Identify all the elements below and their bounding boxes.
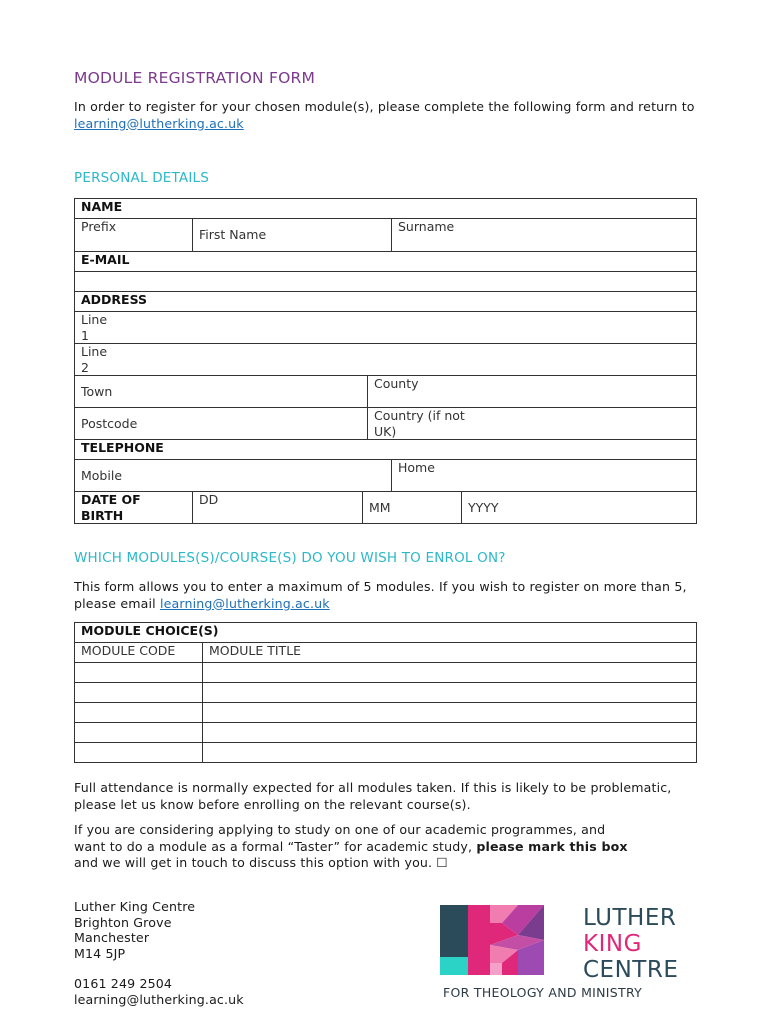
logo-line1: LUTHER: [583, 905, 677, 931]
module-title-input[interactable]: [203, 723, 697, 743]
country-field[interactable]: [368, 408, 697, 440]
email-field[interactable]: [75, 272, 697, 292]
modules-paragraph: [74, 579, 704, 612]
module-title-input[interactable]: [203, 703, 697, 723]
address-line2-field[interactable]: [75, 344, 697, 376]
dob-label: DATE OF BIRTH: [81, 492, 141, 523]
yyyy-label: YYYY: [468, 499, 499, 515]
module-code-column-header: MODULE CODE: [75, 643, 203, 663]
dob-year-field[interactable]: [462, 492, 697, 524]
postcode-label: Postcode: [81, 415, 138, 431]
modules-heading: WHICH MODULES(S)/COURSE(S) DO YOU WISH TO ENROL ON?: [74, 550, 506, 566]
contact-city: Manchester: [74, 930, 150, 945]
personal-details-table: [74, 198, 697, 524]
logo-line3: CENTRE: [583, 957, 679, 983]
home-label: Home: [398, 460, 435, 475]
home-phone-field[interactable]: [392, 460, 697, 492]
intro-text: In order to register for your chosen module(s), please complete the following form and return to: [74, 99, 695, 114]
prefix-label: Prefix: [81, 219, 117, 234]
module-code-input[interactable]: [75, 683, 203, 703]
module-code-input[interactable]: [75, 703, 203, 723]
attendance-paragraph: Full attendance is normally expected for all modules taken. If this is likely to be problematic, please let us know before enrolling on the relevant course(s).: [74, 780, 672, 812]
first-name-label: First Name: [199, 227, 267, 243]
personal-details-heading: PERSONAL DETAILS: [74, 170, 210, 186]
contact-street: Brighton Grove: [74, 914, 172, 930]
dob-day-field[interactable]: [193, 492, 363, 524]
modules-email-link[interactable]: learning@lutherking.ac.uk: [159, 595, 330, 611]
taster-paragraph: [74, 822, 634, 872]
logo-tagline: FOR THEOLOGY AND MINISTRY: [443, 985, 643, 1000]
surname-field[interactable]: [392, 219, 697, 252]
module-choice-table: [74, 622, 697, 763]
mm-label: MM: [369, 499, 391, 515]
dob-month-field[interactable]: [363, 492, 462, 524]
module-code-input[interactable]: [75, 743, 203, 763]
first-name-field[interactable]: [193, 219, 392, 252]
module-code-input[interactable]: [75, 723, 203, 743]
dob-header: [75, 492, 193, 524]
module-code-input[interactable]: [75, 663, 203, 683]
name-header: NAME: [75, 199, 697, 219]
module-title-input[interactable]: [203, 663, 697, 683]
intro-email-link[interactable]: learning@lutherking.ac.uk: [74, 115, 244, 131]
luther-king-centre-logo-icon: [440, 905, 580, 975]
contact-phone: 0161 249 2504: [74, 976, 173, 991]
surname-label: Surname: [398, 219, 455, 234]
form-title: MODULE REGISTRATION FORM: [74, 69, 316, 87]
line2-label: Line 2: [81, 344, 108, 375]
modules-text: This form allows you to enter a maximum of 5 modules. If you wish to register on more than 5, please email: [74, 579, 687, 611]
address-header: ADDRESS: [75, 292, 697, 312]
country-label: Country (if not UK): [374, 408, 465, 439]
mobile-label: Mobile: [81, 467, 123, 483]
county-field[interactable]: [368, 376, 697, 408]
prefix-field[interactable]: [75, 219, 193, 252]
module-title-input[interactable]: [203, 743, 697, 763]
line1-label: Line 1: [81, 312, 108, 343]
contact-org: Luther King Centre: [74, 899, 196, 914]
postcode-field[interactable]: [75, 408, 368, 440]
town-label: Town: [81, 383, 113, 399]
county-label: County: [374, 376, 419, 391]
logo-wordmark: [583, 905, 678, 983]
taster-text-start: If you are considering applying to study on one of our academic programmes, and want to do a module as a formal “Taster” for academic study,: [74, 822, 606, 854]
taster-bold-text: please mark this box: [476, 838, 628, 854]
module-choice-header: MODULE CHOICE(S): [75, 623, 697, 643]
telephone-header: TELEPHONE: [75, 440, 697, 460]
mobile-field[interactable]: [75, 460, 392, 492]
dd-label: DD: [199, 492, 219, 507]
module-title-column-header: MODULE TITLE: [203, 643, 697, 663]
contact-block: [74, 899, 374, 1007]
email-header: E-MAIL: [75, 252, 697, 272]
logo-line2: KING: [583, 931, 642, 957]
taster-text-end: and we will get in touch to discuss this option with you. ☐: [74, 855, 448, 870]
contact-email: learning@lutherking.ac.uk: [74, 991, 244, 1007]
module-title-input[interactable]: [203, 683, 697, 703]
town-field[interactable]: [75, 376, 368, 408]
address-line1-field[interactable]: [75, 312, 697, 344]
intro-paragraph: [74, 99, 704, 132]
contact-postcode: M14 5JP: [74, 945, 126, 961]
